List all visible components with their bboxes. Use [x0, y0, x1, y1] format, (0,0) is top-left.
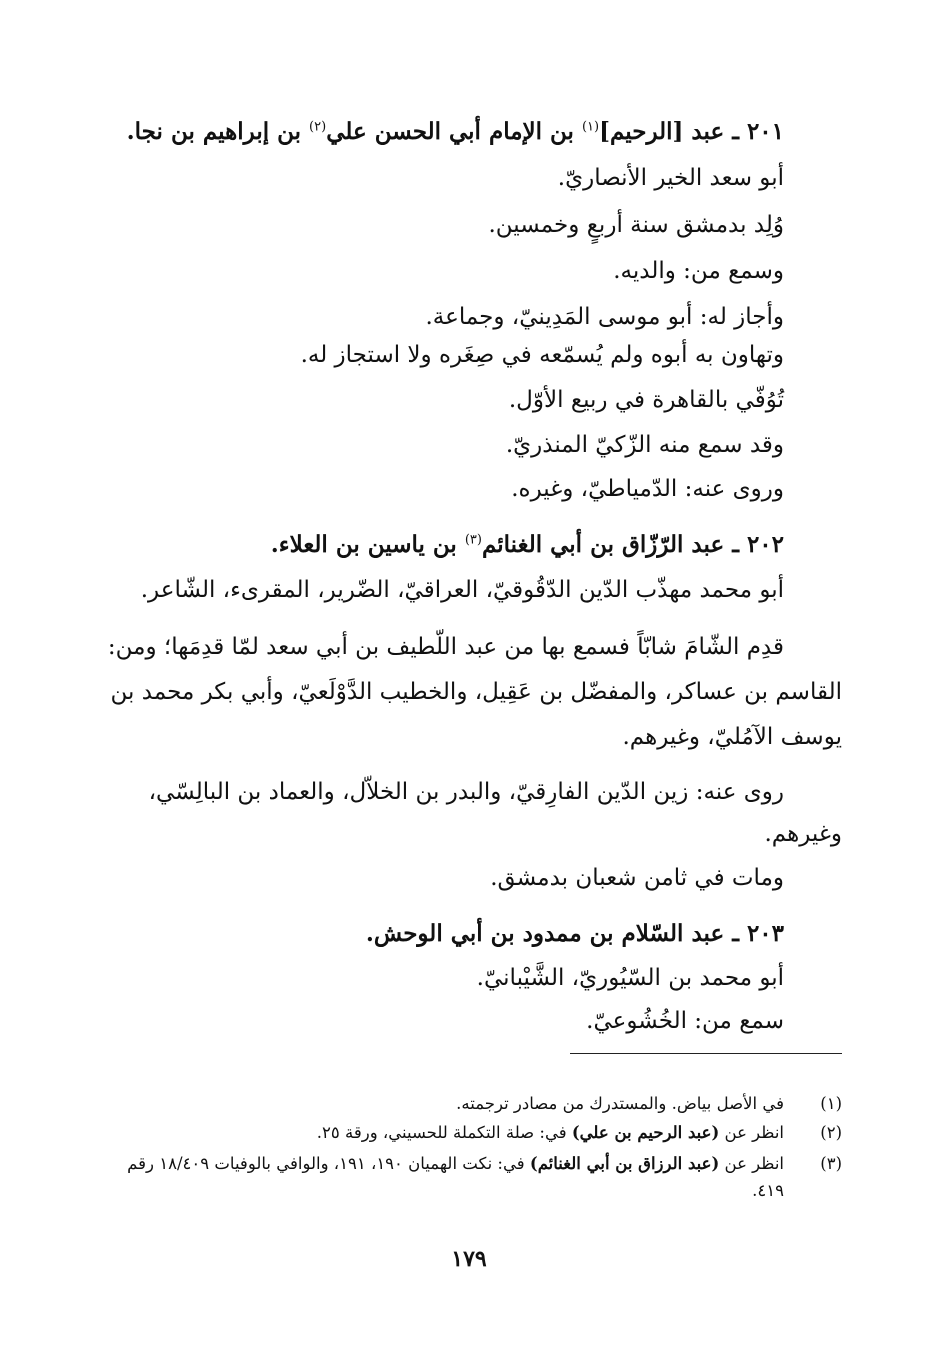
page-number: ١٧٩	[451, 1246, 487, 1272]
footnote	[95, 1090, 842, 1117]
footnote-text-part: في: نكت الهميان ١٩٠، ١٩١، والوافي بالوفيات ١٨/٤٠٩ رقم ٤١٩.	[127, 1154, 784, 1200]
footnote-number: (٢)	[820, 1123, 842, 1142]
footnote-text: في الأصل بياض. والمستدرك من مصادر ترجمته.	[456, 1094, 784, 1113]
text-line: وتهاون به أبوه ولم يُسمّعه في صِغَره ولا استجاز له.	[300, 342, 784, 368]
footnote-bold-part: (عبد الرزاق بن أبي الغنائم)	[529, 1154, 720, 1173]
text-line: قدِم الشّامَ شابّاً فسمع بها من عبد اللّطيف بن أبي سعد لمّا قدِمَها؛ ومن:	[107, 634, 784, 660]
footnote	[95, 1119, 842, 1146]
footnote-number: (١)	[820, 1094, 842, 1113]
footnote-text	[95, 1150, 784, 1204]
heading-name: عبد الرّزّاق بن أبي الغنائم	[481, 531, 725, 558]
footnote-separator	[570, 1053, 842, 1054]
footnote-text-part: في: صلة التكملة للحسيني، ورقة ٢٥.	[316, 1123, 567, 1142]
heading-name: بن إبراهيم بن نجا.	[126, 118, 302, 145]
entry-number: ٢٠١ ـ	[732, 118, 784, 145]
text-line: تُوُفّي بالقاهرة في ربيع الأوّل.	[508, 387, 784, 413]
footnote-text	[95, 1119, 784, 1146]
text-line: ومات في ثامن شعبان بدمشق.	[490, 865, 784, 891]
text-line: وروى عنه: الدّمياطيّ، وغيره.	[511, 476, 784, 502]
footnote-ref: (٣)	[464, 532, 482, 548]
footnote-number: (٣)	[820, 1154, 842, 1173]
heading-name: بن الإمام أبي الحسن علي	[326, 118, 574, 145]
text-line: وُلِد بدمشق سنة أربعٍ وخمسين.	[488, 212, 784, 238]
text-line: أبو محمد مهذّب الدّين الدّقُوقيّ، العراقيّ، الضّرير، المقرىء، الشّاعر.	[140, 577, 784, 603]
footnote-ref: (١)	[581, 119, 600, 135]
heading-name: عبد [الرحيم]	[599, 118, 725, 145]
footnote-text-part: انظر عن	[724, 1123, 784, 1142]
text-line: وسمع من: والديه.	[613, 258, 784, 284]
text-line: القاسم بن عساكر، والمفضّل بن عَقِيل، والخطيب الدَّوْلَعيّ، وأبي بكر محمد بن	[110, 679, 842, 705]
entry-202-heading	[95, 523, 784, 567]
footnote	[95, 1150, 842, 1204]
entry-number: ٢٠٢ ـ	[732, 531, 784, 558]
text-line: وغيرهم.	[764, 821, 842, 847]
entry-201-heading	[95, 110, 784, 154]
text-line: أبو سعد الخير الأنصاريّ.	[557, 165, 784, 191]
footnote-text-part: انظر عن	[724, 1154, 784, 1173]
text-line: أبو محمد بن السّيُوريّ، الشَّيْبانيّ.	[476, 965, 784, 991]
text-line: روى عنه: زين الدّين الفارِقيّ، والبدر بن الخلاّل، والعماد بن البالِسّي،	[148, 779, 784, 805]
heading-name: بن ياسين بن العلاء.	[270, 531, 457, 558]
footnote-bold-part: (عبد الرحيم بن علي)	[571, 1123, 720, 1142]
entry-203-heading: ٢٠٣ ـ عبد السّلام بن ممدود بن أبي الوحش.	[365, 920, 784, 947]
footnote-ref: (٢)	[309, 119, 327, 135]
text-line: سمع من: الخُشُوعيّ.	[586, 1008, 784, 1034]
text-line: يوسف الآمُليّ، وغيرهم.	[622, 724, 842, 750]
text-line: وأجاز له: أبو موسى المَدِينيّ، وجماعة.	[425, 304, 784, 330]
text-line: وقد سمع منه الزّكيّ المنذريّ.	[505, 432, 784, 458]
